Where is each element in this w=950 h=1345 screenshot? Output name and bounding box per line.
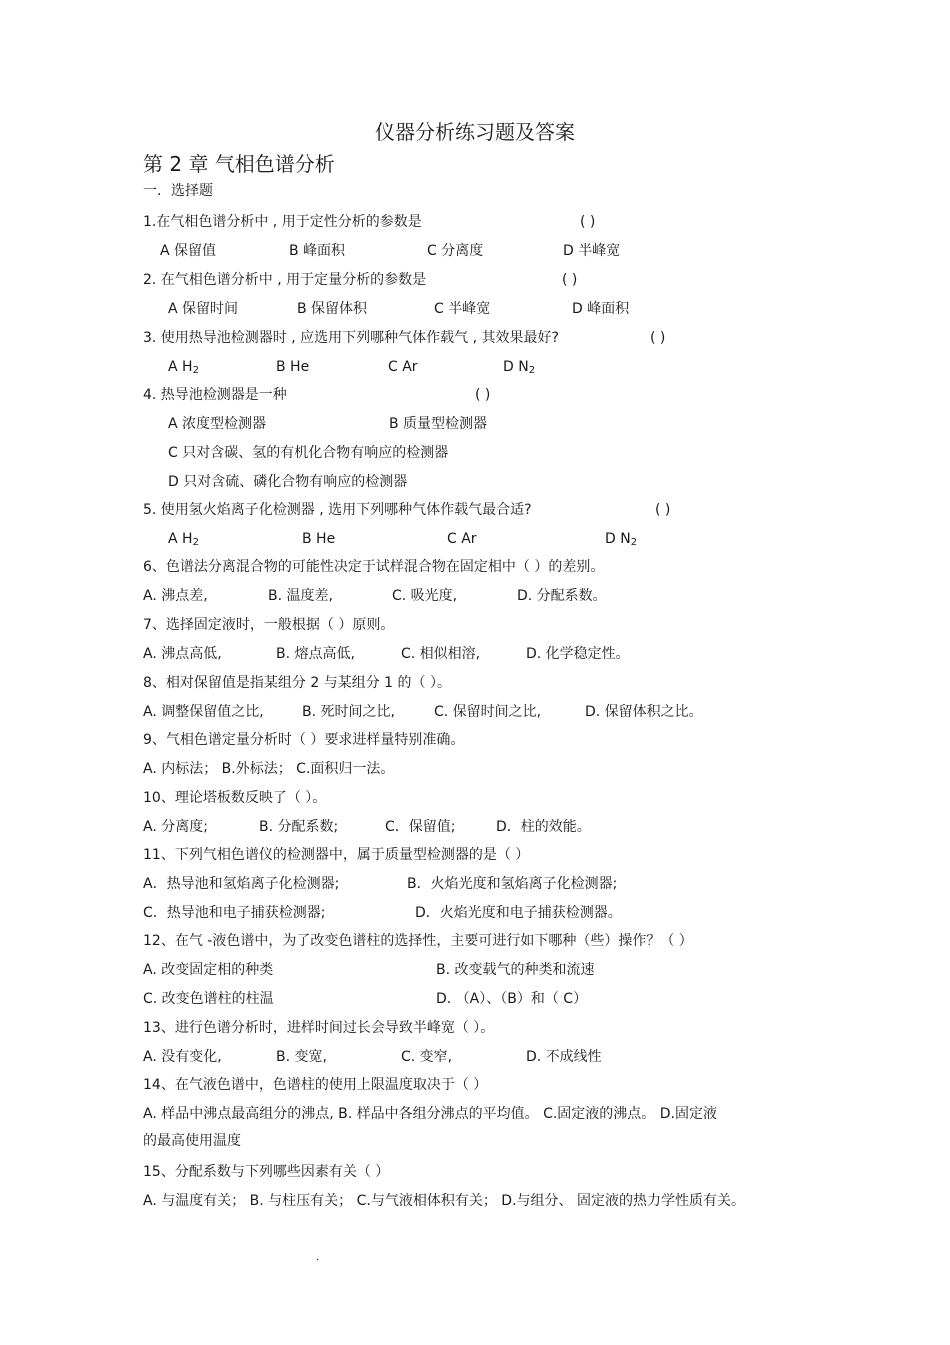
question-4-stem: 4. 热导池检测器是一种	[143, 387, 287, 403]
question-4-option-c: C 只对含碳、氢的有机化合物有响应的检测器	[168, 445, 449, 461]
question-10-option-a: A. 分离度;	[143, 819, 208, 835]
question-1-option-d: D 半峰宽	[563, 243, 621, 259]
question-15-stem: 15、分配系数与下列哪些因素有关（ ）	[143, 1164, 390, 1180]
question-9-options: A. 内标法； B.外标法； C.面积归一法。	[143, 761, 395, 777]
question-13-option-a: A. 没有变化,	[143, 1049, 222, 1065]
question-7-stem: 7、选择固定液时，一般根据（ ）原则。	[143, 617, 395, 633]
question-12-option-a: A. 改变固定相的种类	[143, 962, 274, 978]
question-6-option-c: C. 吸光度,	[392, 588, 458, 604]
question-11-option-d: D．火焰光度和电子捕获检测器。	[415, 905, 622, 921]
question-9-stem: 9、气相色谱定量分析时（ ）要求进样量特别准确。	[143, 732, 465, 748]
question-1-option-b: B 峰面积	[289, 243, 346, 259]
question-3-option-a: A $H_2$	[168, 359, 199, 376]
question-4-option-a: A 浓度型检测器	[168, 416, 267, 432]
question-13-option-b: B. 变宽,	[276, 1049, 327, 1065]
question-14-options-line-1: A. 样品中沸点最高组分的沸点, B. 样品中各组分沸点的平均值。 C.固定液的沸点。 D.固定液	[143, 1106, 717, 1122]
question-5-stem: 5. 使用氢火焰离子化检测器 , 选用下列哪种气体作载气最合适?	[143, 502, 532, 518]
question-12-option-b: B. 改变载气的种类和流速	[436, 962, 595, 978]
question-10-option-d: D．柱的效能。	[496, 819, 591, 835]
question-13-option-d: D. 不成线性	[526, 1049, 602, 1065]
question-5-option-a: A $H_2$	[168, 531, 199, 548]
question-13-stem: 13、进行色谱分析时，进样时间过长会导致半峰宽（ ）。	[143, 1020, 495, 1036]
question-13-option-c: C. 变窄,	[401, 1049, 453, 1065]
question-6-stem: 6、色谱法分离混合物的可能性决定于试样混合物在固定相中（ ）的差别。	[143, 559, 605, 575]
question-5-option-c: C Ar	[447, 531, 477, 547]
question-8-stem: 8、相对保留值是指某组分 2 与某组分 1 的（ ）。	[143, 675, 451, 691]
question-4-option-b: B 质量型检测器	[389, 416, 488, 432]
question-11-option-a: A．热导池和氢焰离子化检测器;	[143, 876, 340, 892]
question-2-option-c: C 半峰宽	[434, 301, 491, 317]
question-7-option-d: D. 化学稳定性。	[526, 646, 630, 662]
question-1-answer-blank: ( )	[580, 214, 596, 230]
question-14-options-line-2: 的最高使用温度	[143, 1133, 241, 1149]
question-1-stem: 1.在气相色谱分析中 , 用于定性分析的参数是	[143, 214, 422, 230]
question-12-option-d: D. （A）、（B）和（ C）	[436, 991, 588, 1007]
question-7-option-b: B. 熔点高低,	[276, 646, 355, 662]
question-10-stem: 10、理论塔板数反映了（ ）。	[143, 790, 327, 806]
question-7-option-c: C. 相似相溶,	[401, 646, 481, 662]
footer-mark: .	[316, 1252, 320, 1263]
chapter-heading: 第 2 章 气相色谱分析	[143, 152, 335, 176]
question-11-option-b: B．火焰光度和氢焰离子化检测器;	[407, 876, 618, 892]
question-2-option-d: D 峰面积	[572, 301, 630, 317]
question-1-option-c: C 分离度	[427, 243, 484, 259]
question-10-option-c: C．保留值;	[385, 819, 456, 835]
question-15-options: A. 与温度有关； B. 与柱压有关； C.与气液相体积有关； D.与组分、 固定液的热力学性质有关。	[143, 1193, 745, 1209]
question-12-option-c: C. 改变色谱柱的柱温	[143, 991, 274, 1007]
question-1-option-a: A 保留值	[160, 243, 217, 259]
question-14-stem: 14、在气液色谱中，色谱柱的使用上限温度取决于（ ）	[143, 1077, 488, 1093]
question-3-option-c: C Ar	[388, 359, 418, 375]
question-8-option-c: C. 保留时间之比,	[434, 704, 542, 720]
document-title: 仪器分析练习题及答案	[375, 120, 575, 144]
question-6-option-a: A. 沸点差,	[143, 588, 208, 604]
question-8-option-d: D. 保留体积之比。	[585, 704, 703, 720]
question-2-option-b: B 保留体积	[297, 301, 368, 317]
question-4-answer-blank: ( )	[475, 387, 491, 403]
question-7-option-a: A. 沸点高低,	[143, 646, 222, 662]
question-8-option-a: A. 调整保留值之比,	[143, 704, 264, 720]
question-6-option-d: D. 分配系数。	[517, 588, 607, 604]
question-3-option-b: B He	[276, 359, 310, 375]
question-8-option-b: B. 死时间之比,	[302, 704, 395, 720]
question-6-option-b: B. 温度差,	[268, 588, 333, 604]
question-3-stem: 3. 使用热导池检测器时 , 应选用下列哪种气体作载气 , 其效果最好?	[143, 330, 559, 346]
question-2-option-a: A 保留时间	[168, 301, 239, 317]
question-5-option-d: D $N_2$	[605, 531, 638, 548]
question-3-answer-blank: ( )	[650, 330, 666, 346]
question-2-stem: 2. 在气相色谱分析中 , 用于定量分析的参数是	[143, 272, 427, 288]
question-10-option-b: B. 分配系数;	[259, 819, 339, 835]
question-2-answer-blank: ( )	[562, 272, 578, 288]
section-heading: 一．选择题	[143, 183, 213, 199]
question-11-stem: 11、下列气相色谱仪的检测器中，属于质量型检测器的是（ ）	[143, 847, 530, 863]
question-12-stem: 12、在气 -液色谱中，为了改变色谱柱的选择性，主要可进行如下哪种（些）操作？（ ）	[143, 933, 693, 949]
question-5-answer-blank: ( )	[655, 502, 671, 518]
question-3-option-d: D $N_2$	[503, 359, 536, 376]
question-4-option-d: D 只对含硫、磷化合物有响应的检测器	[168, 474, 408, 490]
question-11-option-c: C．热导池和电子捕获检测器;	[143, 905, 326, 921]
question-5-option-b: B He	[302, 531, 336, 547]
